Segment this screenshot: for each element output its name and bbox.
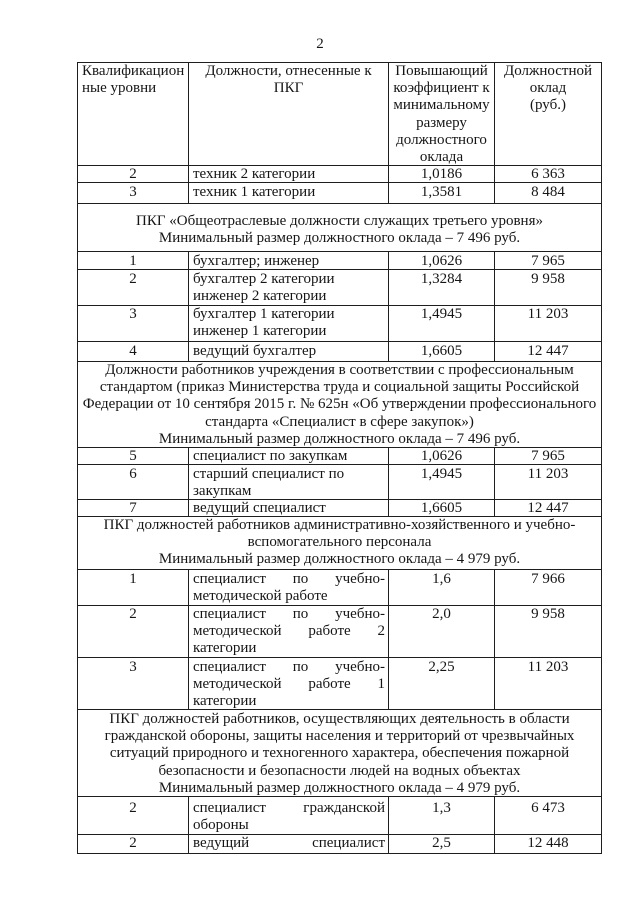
- cell-qualification-level: 2: [78, 166, 189, 183]
- cell-qualification-level: 3: [78, 183, 189, 204]
- section-title-line: Федерации от 10 сентября 2015 г. № 625н «Об утверждении профессионального: [82, 396, 597, 413]
- table-group: [78, 204, 602, 362]
- position-line: категории: [193, 693, 257, 710]
- table-group: [78, 710, 602, 854]
- position-line: инженер 2 категории: [193, 288, 327, 305]
- section-header-row: [78, 517, 602, 570]
- header-line: коэффициент к: [393, 80, 490, 97]
- cell-qualification-level: 4: [78, 342, 189, 362]
- header-qualification-levels: [78, 63, 189, 166]
- position-line: техник 1 категории: [193, 184, 316, 200]
- table-row: [78, 448, 602, 465]
- position-line: ведущий бухгалтер: [193, 343, 317, 359]
- header-line: (руб.): [530, 97, 566, 114]
- header-line: размеру: [416, 114, 467, 131]
- section-title-line: ПКГ должностей работников административно-хозяйственного и учебно-: [103, 517, 576, 533]
- header-line: оклада: [419, 149, 464, 166]
- table-row: [78, 342, 602, 362]
- cell-qualification-level: 2: [78, 835, 189, 854]
- cell-position: [189, 166, 389, 183]
- cell-salary: 11 203: [495, 658, 602, 710]
- header-line: должностного: [396, 131, 487, 148]
- section-title-line: ПКГ должностей работников, осуществляющих деятельность в области: [109, 711, 570, 727]
- header-line: ПКГ: [273, 80, 304, 97]
- section-title-line: гражданской обороны, защиты населения и территорий от чрезвычайных: [104, 728, 575, 745]
- cell-position: [189, 835, 389, 854]
- min-salary-line: Минимальный размер должностного оклада – 7 496 руб.: [158, 430, 521, 447]
- table-row: [78, 606, 602, 658]
- cell-coefficient: 1,6: [389, 570, 495, 606]
- cell-qualification-level: 3: [78, 658, 189, 710]
- header-line: минимальному: [393, 97, 490, 114]
- cell-qualification-level: 2: [78, 270, 189, 306]
- section-header: [78, 517, 602, 570]
- section-title-line: стандартом (приказ Министерства труда и социальной защиты Российской: [99, 379, 580, 396]
- position-line: инженер 1 категории: [193, 323, 327, 340]
- table-row: [78, 835, 602, 854]
- cell-coefficient: 2,5: [389, 835, 495, 854]
- table-row: [78, 166, 602, 183]
- cell-coefficient: 1,3: [389, 797, 495, 835]
- section-header-row: [78, 362, 602, 448]
- section-header-row: [78, 710, 602, 797]
- table-row: [78, 465, 602, 500]
- cell-coefficient: 1,3581: [389, 183, 495, 204]
- table-group: [78, 362, 602, 517]
- section-title-line: безопасности и безопасности людей на водных объектах: [158, 762, 521, 779]
- cell-salary: 12 447: [495, 342, 602, 362]
- cell-salary: 7 965: [495, 448, 602, 465]
- table-row: [78, 183, 602, 204]
- min-salary-line: Минимальный размер должностного оклада – 7 496 руб.: [158, 230, 521, 247]
- cell-salary: 6 473: [495, 797, 602, 835]
- table-row: [78, 570, 602, 606]
- position-line: специалист по учебно-: [193, 571, 385, 587]
- cell-coefficient: 1,3284: [389, 270, 495, 306]
- cell-salary: 9 958: [495, 606, 602, 658]
- cell-salary: 9 958: [495, 270, 602, 306]
- cell-qualification-level: 5: [78, 448, 189, 465]
- cell-coefficient: 2,0: [389, 606, 495, 658]
- position-line: старший специалист по: [193, 466, 345, 482]
- cell-position: [189, 183, 389, 204]
- section-title-line: вспомогательного персонала: [247, 534, 432, 551]
- section-header-row: [78, 204, 602, 252]
- cell-position: [189, 342, 389, 362]
- position-line: специалист по учебно-: [193, 659, 385, 675]
- cell-position: [189, 448, 389, 465]
- table-row: [78, 658, 602, 710]
- header-salary: [495, 63, 602, 166]
- min-salary-line: Минимальный размер должностного оклада – 4 979 руб.: [158, 779, 521, 796]
- cell-qualification-level: 3: [78, 306, 189, 342]
- header-line: Должности, отнесенные к: [205, 63, 372, 79]
- cell-salary: 8 484: [495, 183, 602, 204]
- position-line: ведущий специалист: [193, 835, 385, 851]
- section-title-line: ПКГ «Общеотраслевые должности служащих третьего уровня»: [136, 213, 543, 229]
- section-title-line: Должности работников учреждения в соответствии с профессиональным: [105, 362, 574, 378]
- cell-position: [189, 252, 389, 270]
- position-line: бухгалтер 1 категории: [193, 306, 335, 322]
- cell-qualification-level: 1: [78, 252, 189, 270]
- cell-qualification-level: 7: [78, 500, 189, 517]
- cell-position: [189, 797, 389, 835]
- table-header-row: [78, 63, 602, 166]
- position-line: методической работе 1: [193, 676, 385, 693]
- cell-position: [189, 465, 389, 500]
- table-row: [78, 306, 602, 342]
- table-row: [78, 500, 602, 517]
- cell-qualification-level: 1: [78, 570, 189, 606]
- section-title-line: ситуаций природного и техногенного характера, обеспечения пожарной: [109, 745, 570, 762]
- cell-qualification-level: 6: [78, 465, 189, 500]
- position-line: специалист по учебно-: [193, 606, 385, 622]
- section-title-line: стандарта «Специалист в сфере закупок»): [205, 413, 474, 430]
- salary-table: [77, 62, 602, 854]
- table-row: [78, 797, 602, 835]
- cell-position: [189, 658, 389, 710]
- position-line: категории: [193, 640, 257, 657]
- position-line: методической работе 2: [193, 623, 385, 640]
- table-row: [78, 270, 602, 306]
- cell-position: [189, 306, 389, 342]
- table-row: [78, 252, 602, 270]
- cell-coefficient: 1,0186: [389, 166, 495, 183]
- table-group: [78, 166, 602, 204]
- cell-salary: 12 447: [495, 500, 602, 517]
- section-header: [78, 710, 602, 797]
- position-line: бухгалтер 2 категории: [193, 271, 335, 287]
- cell-coefficient: 1,6605: [389, 500, 495, 517]
- cell-coefficient: 1,6605: [389, 342, 495, 362]
- page-number: 2: [316, 36, 324, 52]
- header-positions: [189, 63, 389, 166]
- position-line: закупкам: [193, 483, 252, 500]
- position-line: специалист гражданской: [193, 800, 385, 816]
- section-header: [78, 362, 602, 448]
- cell-coefficient: 1,4945: [389, 465, 495, 500]
- header-line: Должностной: [503, 63, 593, 79]
- cell-coefficient: 1,0626: [389, 252, 495, 270]
- header-line: оклад: [529, 80, 567, 97]
- cell-salary: 7 966: [495, 570, 602, 606]
- cell-position: [189, 500, 389, 517]
- cell-salary: 12 448: [495, 835, 602, 854]
- position-line: ведущий специалист: [193, 500, 326, 516]
- section-header: [78, 204, 602, 252]
- position-line: методической работе: [193, 588, 328, 605]
- cell-position: [189, 606, 389, 658]
- cell-qualification-level: 2: [78, 606, 189, 658]
- cell-coefficient: 1,4945: [389, 306, 495, 342]
- position-line: бухгалтер; инженер: [193, 253, 320, 269]
- cell-position: [189, 570, 389, 606]
- header-line: ные уровни: [82, 80, 157, 97]
- table-group: [78, 517, 602, 710]
- header-line: Квалификацион: [82, 63, 185, 79]
- position-line: обороны: [193, 817, 249, 834]
- cell-position: [189, 270, 389, 306]
- cell-coefficient: 2,25: [389, 658, 495, 710]
- header-coefficient: [389, 63, 495, 166]
- cell-salary: 6 363: [495, 166, 602, 183]
- cell-qualification-level: 2: [78, 797, 189, 835]
- position-line: специалист по закупкам: [193, 448, 348, 464]
- cell-coefficient: 1,0626: [389, 448, 495, 465]
- cell-salary: 11 203: [495, 465, 602, 500]
- header-line: Повышающий: [395, 63, 488, 79]
- position-line: техник 2 категории: [193, 166, 316, 182]
- min-salary-line: Минимальный размер должностного оклада – 4 979 руб.: [158, 551, 521, 568]
- cell-salary: 11 203: [495, 306, 602, 342]
- cell-salary: 7 965: [495, 252, 602, 270]
